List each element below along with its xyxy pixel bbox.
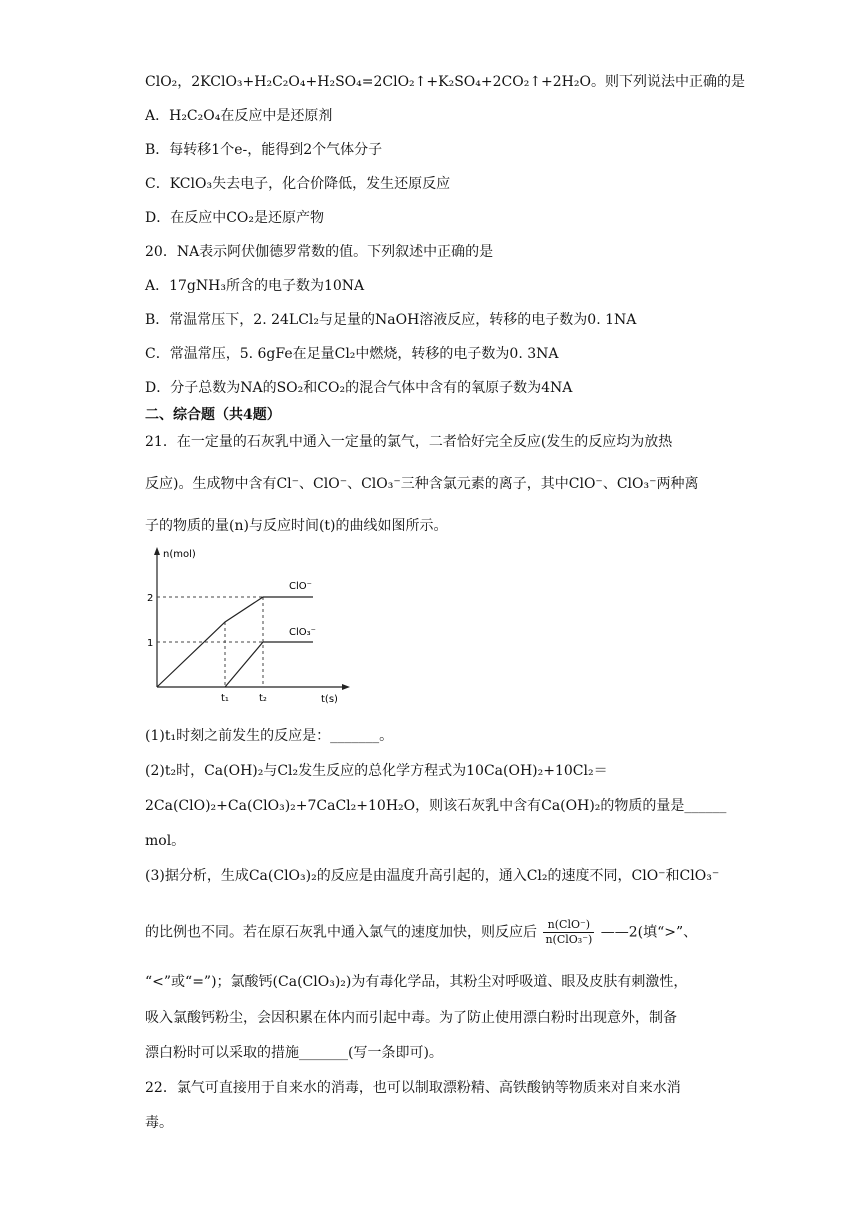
q19-option-d: D．在反应中CO₂是还原产物: [145, 210, 325, 226]
x-tick-t2: t₂: [259, 693, 267, 704]
q21-stem-line-1: 21．在一定量的石灰乳中通入一定量的氯气，二者恰好完全反应(发生的反应均为放热: [145, 434, 673, 450]
fraction-denominator: n(ClO₃⁻): [545, 933, 593, 946]
q21-stem-line-2: 反应)。生成物中含有Cl⁻、ClO⁻、ClO₃⁻三种含氯元素的离子，其中ClO⁻、ClO₃⁻两种离: [145, 476, 699, 492]
q21-part-2-line-2: 2Ca(ClO)₂+Ca(ClO₃)₂+7CaCl₂+10H₂O，则该石灰乳中含有Ca(OH)₂的物质的量是______: [145, 798, 727, 814]
x-axis-label: t(s): [321, 694, 338, 705]
q21-part-3-line-2-pre: 的比例也不同。若在原石灰乳中通入氯气的速度加快，则反应后: [145, 924, 537, 941]
series-clo3-label: ClO₃⁻: [289, 627, 316, 638]
q19-equation-line: ClO₂，2KClO₃+H₂C₂O₄+H₂SO₄=2ClO₂↑+K₂SO₄+2CO₂↑+2H₂O。则下列说法中正确的是: [145, 74, 745, 90]
q19-option-c: C．KClO₃失去电子，化合价降低，发生还原反应: [145, 176, 451, 192]
q21-part-3-line-4: 吸入氯酸钙粉尘，会因积累在体内而引起中毒。为了防止使用漂白粉时出现意外，制备: [145, 1010, 677, 1026]
x-tick-t1: t₁: [221, 693, 229, 704]
y-tick-2: 2: [147, 593, 154, 604]
y-tick-1: 1: [147, 638, 154, 649]
q21-part-3-line-2: [145, 918, 697, 947]
q20-option-d: D．分子总数为NA的SO₂和CO₂的混合气体中含有的氧原子数为4NA: [145, 380, 573, 396]
series-clo3-line: [225, 642, 313, 687]
q20-option-b: B．常温常压下，2. 24LCl₂与足量的NaOH溶液反应，转移的电子数为0. 1NA: [145, 312, 637, 328]
y-axis-arrow-icon: [154, 547, 160, 555]
fraction-numerator: n(ClO⁻): [543, 918, 594, 933]
q21-part-3-line-3: “<”或“=”)；氯酸钙(Ca(ClO₃)₂)为有毒化学品，其粉尘对呼吸道、眼及皮肤有刺激性，: [145, 974, 688, 990]
q21-part-3-line-2-post: ——2(填“>”、: [600, 924, 698, 941]
q21-stem-line-3: 子的物质的量(n)与反应时间(t)的曲线如图所示。: [145, 518, 448, 534]
section-heading: 二、综合题（共4题）: [145, 407, 281, 423]
q21-graph: [145, 545, 355, 705]
x-axis-arrow-icon: [342, 684, 350, 690]
y-axis-label: n(mol): [163, 549, 196, 560]
q21-part-1: (1)t₁时刻之前发生的反应是：_______。: [145, 728, 394, 744]
q21-part-2-line-3: mol。: [145, 833, 186, 849]
q21-part-2-line-1: (2)t₂时，Ca(OH)₂与Cl₂发生反应的总化学方程式为10Ca(OH)₂+10Cl₂＝: [145, 763, 608, 779]
q22-stem-line-2: 毒。: [145, 1115, 173, 1131]
q20-stem: 20．NA表示阿伏伽德罗常数的值。下列叙述中正确的是: [145, 244, 494, 260]
ratio-fraction: [543, 918, 594, 947]
q21-part-3-line-5: 漂白粉时可以采取的措施_______(写一条即可)。: [145, 1045, 443, 1061]
q21-part-3-line-1: (3)据分析，生成Ca(ClO₃)₂的反应是由温度升高引起的，通入Cl₂的速度不同，ClO⁻和ClO₃⁻: [145, 868, 720, 884]
q19-option-a: A．H₂C₂O₄在反应中是还原剂: [145, 108, 333, 124]
q19-option-b: B．每转移1个e-，能得到2个气体分子: [145, 142, 383, 158]
q20-option-c: C．常温常压，5. 6gFe在足量Cl₂中燃烧，转移的电子数为0. 3NA: [145, 346, 559, 362]
q22-stem-line-1: 22．氯气可直接用于自来水的消毒，也可以制取漂粉精、高铁酸钠等物质来对自来水消: [145, 1080, 681, 1096]
q20-option-a: A．17gNH₃所含的电子数为10NA: [145, 278, 365, 294]
series-clo-label: ClO⁻: [289, 581, 312, 592]
